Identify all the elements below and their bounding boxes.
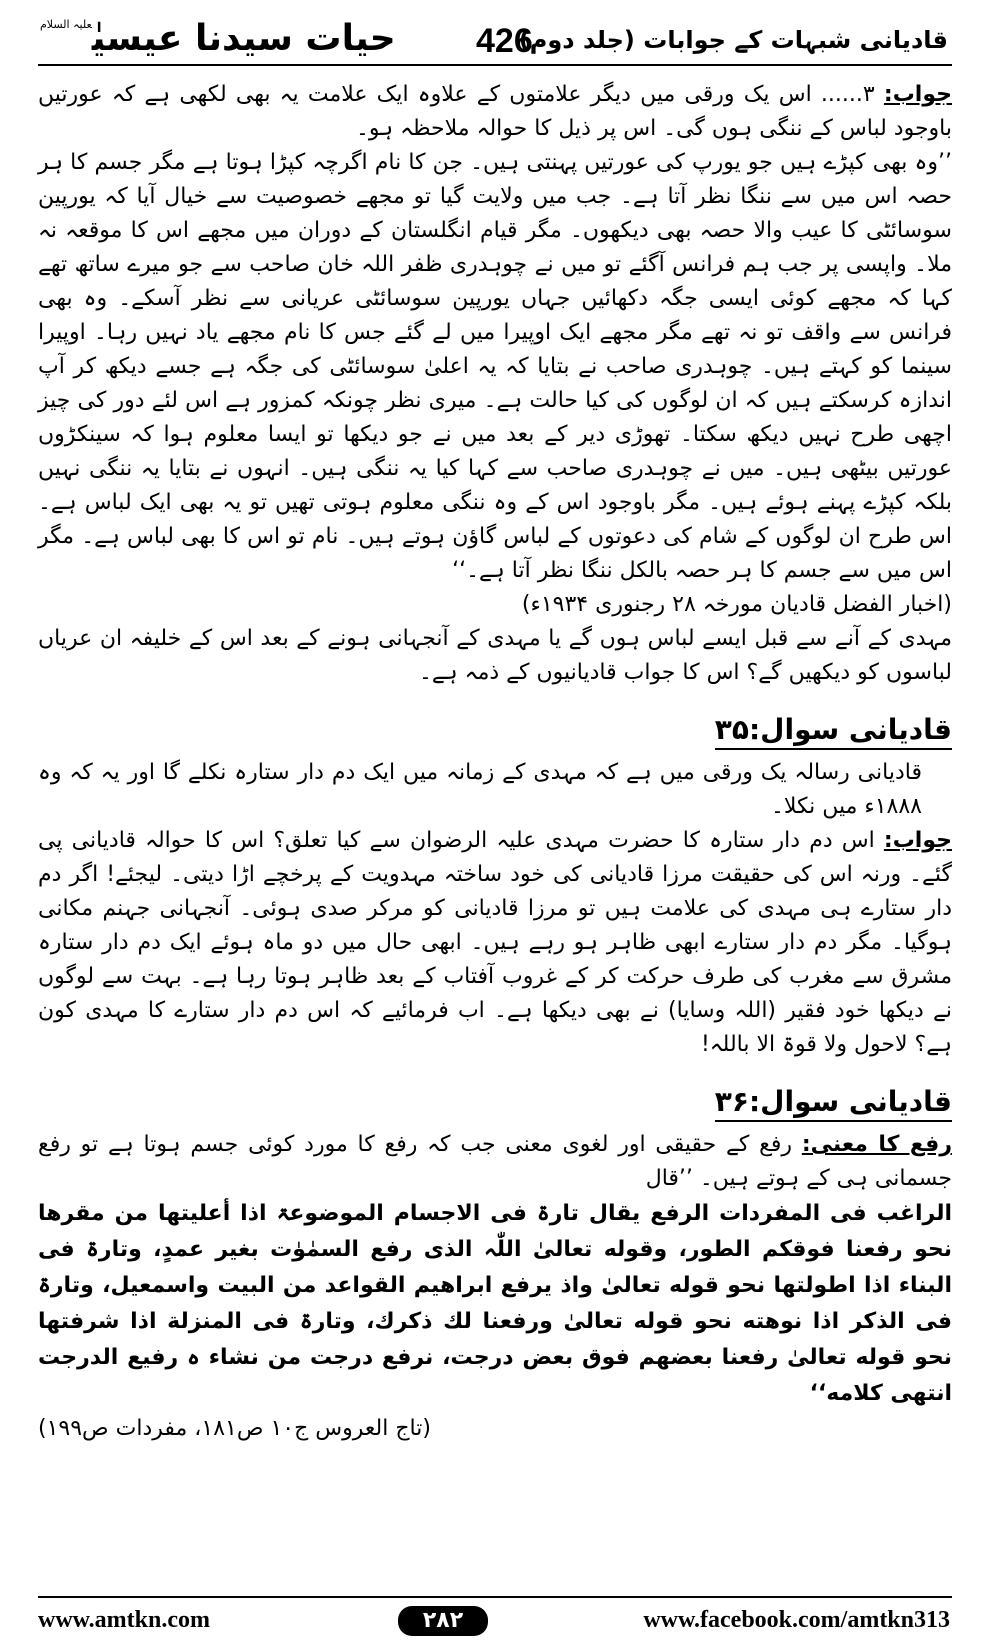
arabic-citation: (تاج العروس ج۱۰ ص۱۸۱، مفردات ص۱۹۹) [38,1416,431,1441]
footer-page-number: ۲۸۲ [398,1606,488,1636]
answer-text-35: اس دم دار ستارہ کا حضرت مہدی علیہ الرضوان سے کیا تعلق؟ اس کا حوالہ قادیانی پی گئے۔ ورنہ اس کی حقیقت مرزا قادیانی کی خود ساختہ مہدویت کے پرخچے اڑا دیتی۔ لیجئے! اگر دم دار ستارے ہی مہدی کی علامت ہیں تو مرزا قادیانی کو مرکر صدی ہوئی۔ آنجہانی جہنم مکانی ہوگیا۔ مگر دم دار ستارے ابھی ظاہر ہو رہے ہیں۔ ابھی حال میں دو ماہ ہوئے ایک دم دار ستارہ مشرق سے مغرب کی طرف حرکت کر کے غروب آفتاب کے بعد ظاہر ہوتا رہا ہے۔ بہت سے لوگوں نے دیکھا خود فقیر (اللہ وسایا) نے بھی دیکھا ہے۔ اب فرمائیے کہ اس دم دار ستارے کا مہدی کون ہے؟ لاحول ولا قوۃ الا باللہ! [38,828,952,1057]
quoted-passage: ’’وہ بھی کپڑے ہیں جو یورپ کی عورتیں پہنتی ہیں۔ جن کا نام اگرچہ کپڑا ہوتا ہے مگر جسم کا ہر حصہ اس میں سے ننگا نظر آتا ہے۔ جب میں ولایت گیا تو مجھے خصوصیت سے خیال آیا کہ یورپین سوسائٹی کا عیب والا حصہ بھی دیکھوں۔ مگر قیام انگلستان کے دوران میں مجھے اس کا موقعہ نہ ملا۔ واپسی پر جب ہم فرانس آگئے تو میں نے چوہدری ظفر اللہ خان صاحب سے جو میرے ساتھ تھے کہا کہ مجھے کوئی ایسی جگہ دکھائیں جہاں یورپین سوسائٹی عریانی سے نظر آسکے۔ وہ بھی فرانس سے واقف تو نہ تھے مگر مجھے ایک اوپیرا میں لے گئے جس کا نام مجھے یاد نہیں رہا۔ اوپیرا سینما کو کہتے ہیں۔ چوہدری صاحب نے بتایا کہ یہ اعلیٰ سوسائٹی کی جگہ ہے جسے دیکھ کر آپ اندازہ کرسکتے ہیں کہ ان لوگوں کی کیا حالت ہے۔ میری نظر چونکہ کمزور ہے اس لئے دور کی چیز اچھی طرح نہیں دیکھ سکتا۔ تھوڑی دیر کے بعد میں نے جو دیکھا تو ایسا معلوم ہوا کہ سینکڑوں عورتیں بیٹھی ہیں۔ میں نے چوہدری صاحب سے کہا کیا یہ ننگی ہیں۔ انہوں نے بتایا یہ ننگی نہیں بلکہ کپڑے پہنے ہوئے ہیں۔ مگر باوجود اس کے وہ ننگی معلوم ہوتی تھیں تو یہ بھی ایک لباس ہے۔ اس طرح ان لوگوں کے شام کی دعوتوں کے لباس گاؤن ہوتے ہیں۔ نام تو اس کا بھی لباس ہے۔ مگر اس میں سے جسم کا ہر حصہ بالکل ننگا نظر آتا ہے۔‘‘ [38,150,952,583]
page-content [38,78,952,1446]
meaning-intro-text: رفع کے حقیقی اور لغوی معنی جب کہ رفع کا مورد کوئی جسم ہوتا ہے تو رفع جسمانی ہی کے ہوتے ہیں۔ ’’قال [38,1132,952,1191]
answer-label-35: جواب: [883,828,952,853]
conclusion-paragraph: مہدی کے آنے سے قبل ایسے لباس ہوں گے یا مہدی کے آنجہانی ہونے کے بعد اس کے خلیفہ ان عریاں لباسوں کو دیکھیں گے؟ اس کا جواب قادیانیوں کے ذمہ ہے۔ [38,626,952,685]
question-heading-35: قادیانی سوال:۳۵ [38,704,952,756]
footer-divider [38,1596,952,1598]
book-page [38,14,952,1636]
question-text-35: قادیانی رسالہ یک ورقی میں ہے کہ مہدی کے زمانہ میں ایک دم دار ستارہ نکلے گا اور یہ کہ وہ ۱۸۸۸ء میں نکلا۔ [38,760,922,819]
answer-paragraph [38,78,952,146]
footer-website-link[interactable]: www.amtkn.com [38,1607,210,1633]
arabic-quotation: الراغب فی المفردات الرفع یقال تارۃ فی الاجسام الموضوعۃ اذا أعلیتها من مقرها نحو رفعنا فوقکم الطور، وقوله تعالیٰ اللّٰہ الذی رفع السمٰوٰت بغیر عمدٍ، وتارۃ فی البناء اذا اطولتها نحو قوله تعالیٰ واذ یرفع ابراھیم القواعد من البیت واسمعیل، وتارۃ فی الذکر اذا نوھته نحو قوله تعالیٰ ورفعنا لك ذکرك، وتارۃ فی المنزلة اذا شرفتها نحو قوله تعالیٰ رفعنا بعضهم فوق بعض درجت، نرفع درجت من نشاء ہ رفیع الدرجت انتهی کلامه‘‘ [38,1201,952,1406]
footer-facebook-link[interactable]: www.facebook.com/amtkn313 [643,1607,950,1633]
book-title: حیات سیدنا عیسیٰ [91,18,396,59]
quote-citation: (اخبار الفضل قادیان مورخہ ۲۸ رجنوری ۱۹۳۴ء) [521,592,952,617]
header-subtitle: قادیانی شبہات کے جوابات (جلد دوم) [518,26,948,54]
meaning-intro [38,1128,952,1196]
answer-label: جواب: [883,82,953,107]
header-page-number: 426 [476,22,533,60]
honorific: علیہ السلام [40,18,92,31]
answer-text: اس یک ورقی میں دیگر علامتوں کے علاوہ ایک علامت یہ بھی لکھی ہے کہ عورتیں باوجود لباس کے ننگی ہوں گی۔ اس پر ذیل کا حوالہ ملاحظہ ہو۔ [38,82,952,141]
answer-paragraph-35 [38,824,952,1062]
meaning-label: رفع کا معنی: [801,1132,953,1157]
question-heading-36: قادیانی سوال:۳۶ [38,1076,952,1128]
header-divider [38,64,952,66]
book-title-block [40,18,396,59]
page-footer [38,1596,952,1636]
page-header [38,14,952,68]
answer-number: ۳...... [820,82,875,107]
